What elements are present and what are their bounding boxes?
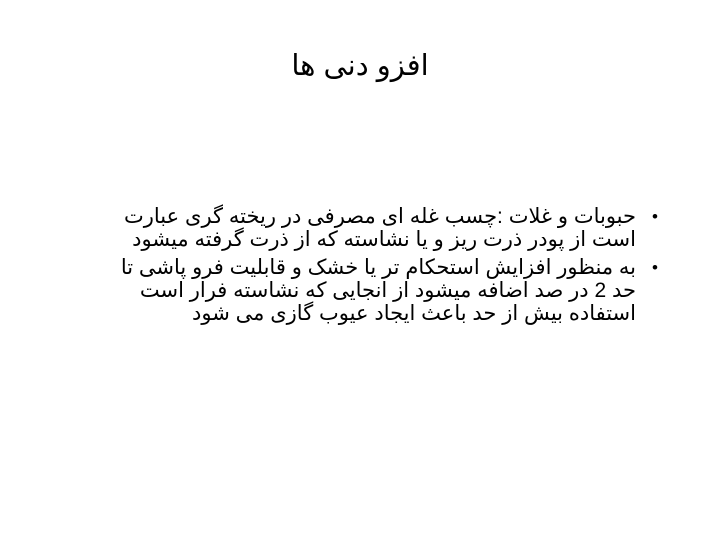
bullet-list — [110, 205, 658, 330]
bullet-item — [110, 205, 658, 251]
bullet-text: به منظور افزایش استحکام تر یا خشک و قابلیت فرو پاشی تا حد 2 در صد اضافه میشود از انجایی که نشاسته فرار است استفاده بیش از حد باعث ایجاد عیوب گازی می شود — [120, 256, 636, 325]
slide-title: افزو دنی ها — [291, 50, 429, 82]
bullet-dot-icon: • — [652, 258, 658, 277]
bullet-item — [110, 256, 658, 325]
bullet-dot-icon: • — [652, 207, 658, 226]
bullet-text: حبوبات و غلات :چسب غله ای مصرفی در ریخته گری عبارت است از پودر ذرت ریز و یا نشاسته که از ذرت گرفته میشود — [124, 205, 636, 251]
